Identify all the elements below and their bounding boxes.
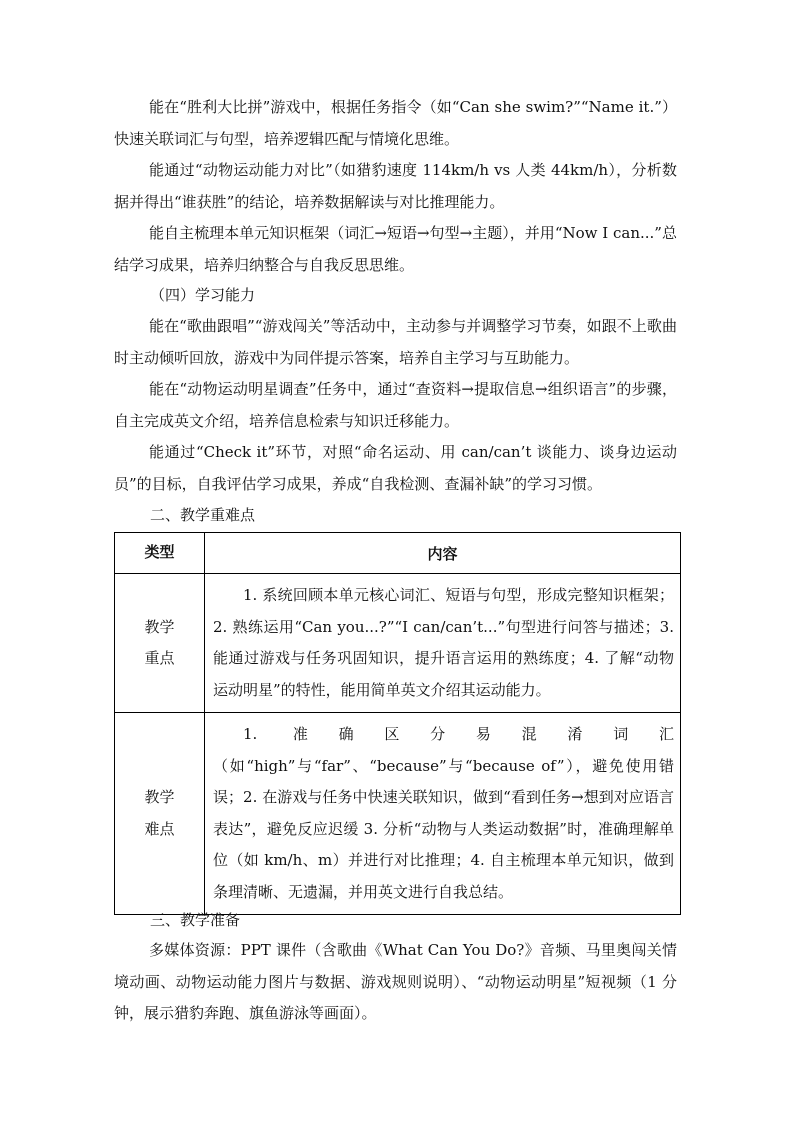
paragraph-song-game: 能在“歌曲跟唱”“游戏闯关”等活动中，主动参与并调整学习节奏，如跟不上歌曲时主动倾听回放，游戏中为同伴提示答案，培养自主学习与互助能力。 — [114, 317, 677, 367]
key-difficult-points-table — [114, 532, 681, 915]
header-type: 类型 — [115, 533, 205, 574]
paragraph-animal-comparison: 能通过“动物运动能力对比”（如猎豹速度 114km/h vs 人类 44km/h），分析数据并得出“谁获胜”的结论，培养数据解读与对比推理能力。 — [114, 161, 677, 211]
section-heading-learning-ability: （四）学习能力 — [150, 286, 256, 304]
table-header-row — [115, 533, 681, 574]
row-type-key: 教学 重点 — [115, 574, 205, 713]
paragraph-preparation: 多媒体资源：PPT 课件（含歌曲《What Can You Do?》音频、马里奥闯关情境动画、动物运动能力图片与数据、游戏规则说明）、“动物运动明星”短视频（1 分钟，展示猎豹奔跑、旗鱼游泳等画面）。 — [114, 941, 677, 1022]
row-content-key: 1. 系统回顾本单元核心词汇、短语与句型，形成完整知识框架；2. 熟练运用“Can you...?”“I can/can’t...”句型进行问答与描述；3. 能通过游戏与任务巩固知识，提升语言运用的熟练度；4. 了解“动物运动明星”的特性，能用简单英文介绍其运动能力。 — [205, 574, 681, 713]
header-content: 内容 — [205, 533, 681, 574]
section-heading-key-points: 二、教学重难点 — [150, 506, 256, 524]
paragraph-victory-game: 能在“胜利大比拼”游戏中，根据任务指令（如“Can she swim?”“Name it.”）快速关联词汇与句型，培养逻辑匹配与情境化思维。 — [114, 98, 677, 148]
row-type-difficult: 教学 难点 — [115, 713, 205, 915]
table-row — [115, 713, 681, 915]
paragraph-knowledge-framework: 能自主梳理本单元知识框架（词汇→短语→句型→主题），并用“Now I can...”总结学习成果，培养归纳整合与自我反思思维。 — [114, 224, 677, 274]
paragraph-check-it: 能通过“Check it”环节，对照“命名运动、用 can/can’t 谈能力、谈身边运动员”的目标，自我评估学习成果，养成“自我检测、查漏补缺”的学习习惯。 — [114, 443, 677, 493]
table-row — [115, 574, 681, 713]
section-heading-preparation: 三、教学准备 — [150, 911, 241, 929]
row-content-difficult: 1. 准确区分易混淆词汇（如“high”与“far”、“because”与“because of”），避免使用错误；2. 在游戏与任务中快速关联知识，做到“看到任务→想到对应语言表达”，避免反应迟缓 3. 分析“动物与人类运动数据”时，准确理解单位（如 km/h、m）并进行对比推理；4. 自主梳理本单元知识，做到条理清晰、无遗漏，并用英文进行自我总结。 — [205, 713, 681, 915]
paragraph-star-survey: 能在“动物运动明星调查”任务中，通过“查资料→提取信息→组织语言”的步骤，自主完成英文介绍，培养信息检索与知识迁移能力。 — [114, 380, 677, 430]
